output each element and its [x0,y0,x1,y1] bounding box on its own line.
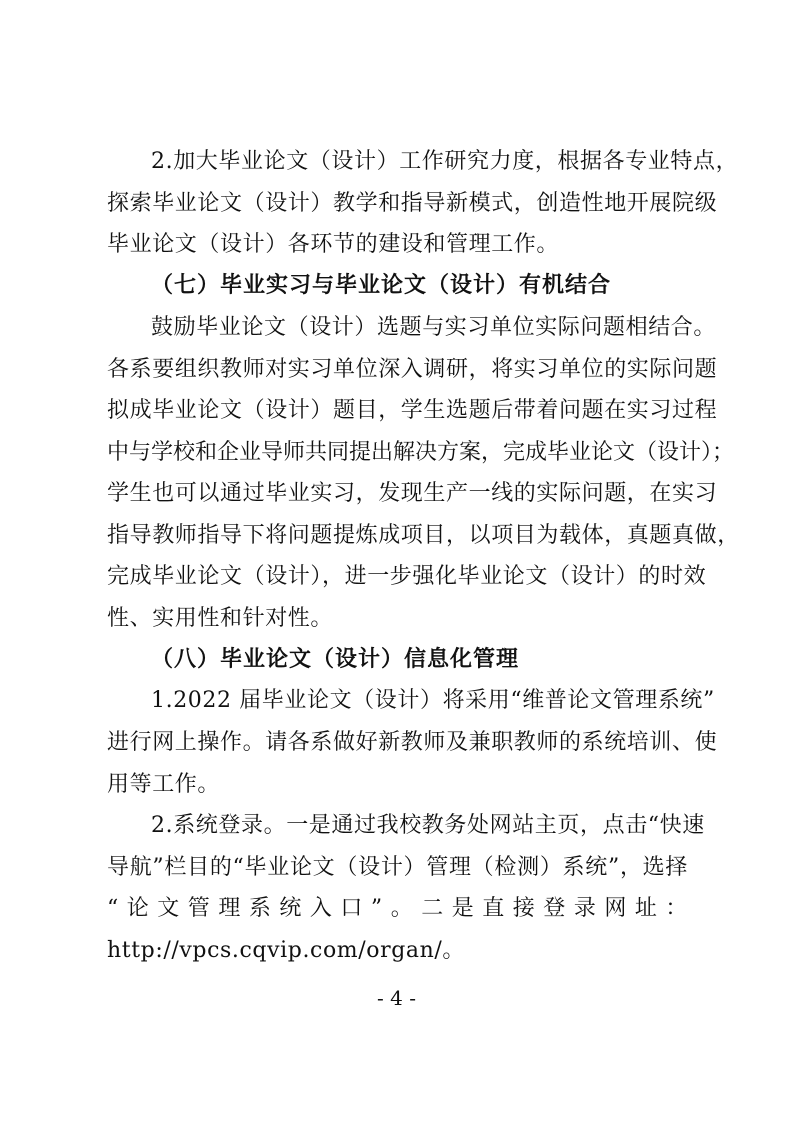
section-heading: （八）毕业论文（设计）信息化管理 [151,647,520,672]
paragraph-line: 1.2022 届毕业论文（设计）将采用“维普论文管理系统” [151,688,715,713]
paragraph-line: 中与学校和企业导师共同提出解决方案，完成毕业论文（设计）； [107,440,735,465]
paragraph-line: “论文管理系统入口”。二是直接登录网址： [107,896,688,921]
paragraph-line: 学生也可以通过毕业实习，发现生产一线的实际问题，在实习 [107,481,718,506]
paragraph-line: 导航”栏目的“毕业论文（设计）管理（检测）系统”，选择 [107,855,688,880]
paragraph-line: 各系要组织教师对实习单位深入调研，将实习单位的实际问题 [107,357,718,382]
paragraph-line: 2.系统登录。一是通过我校教务处网站主页，点击“快速 [151,813,705,838]
paragraph-line: 鼓励毕业论文（设计）选题与实习单位实际问题相结合。 [151,315,717,340]
paragraph-line: 性、实用性和针对性。 [107,606,334,631]
paragraph-line: 2.加大毕业论文（设计）工作研究力度，根据各专业特点， [151,149,739,174]
paragraph-line: 完成毕业论文（设计），进一步强化毕业论文（设计）的时效 [107,564,707,589]
paragraph-line: 毕业论文（设计）各环节的建设和管理工作。 [107,232,560,257]
paragraph-line: 探索毕业论文（设计）教学和指导新模式，创造性地开展院级 [107,191,718,216]
paragraph-line: 用等工作。 [107,772,221,797]
paragraph-line: 拟成毕业论文（设计）题目，学生选题后带着问题在实习过程 [107,398,718,423]
url-line: http://vpcs.cqvip.com/organ/。 [107,938,466,963]
paragraph-line: 进行网上操作。请各系做好新教师及兼职教师的系统培训、使 [107,730,718,755]
paragraph-line: 指导教师指导下将问题提炼成项目，以项目为载体，真题真做， [107,523,740,548]
page-number: - 4 - [377,986,416,1010]
section-heading: （七）毕业实习与毕业论文（设计）有机结合 [151,273,612,298]
